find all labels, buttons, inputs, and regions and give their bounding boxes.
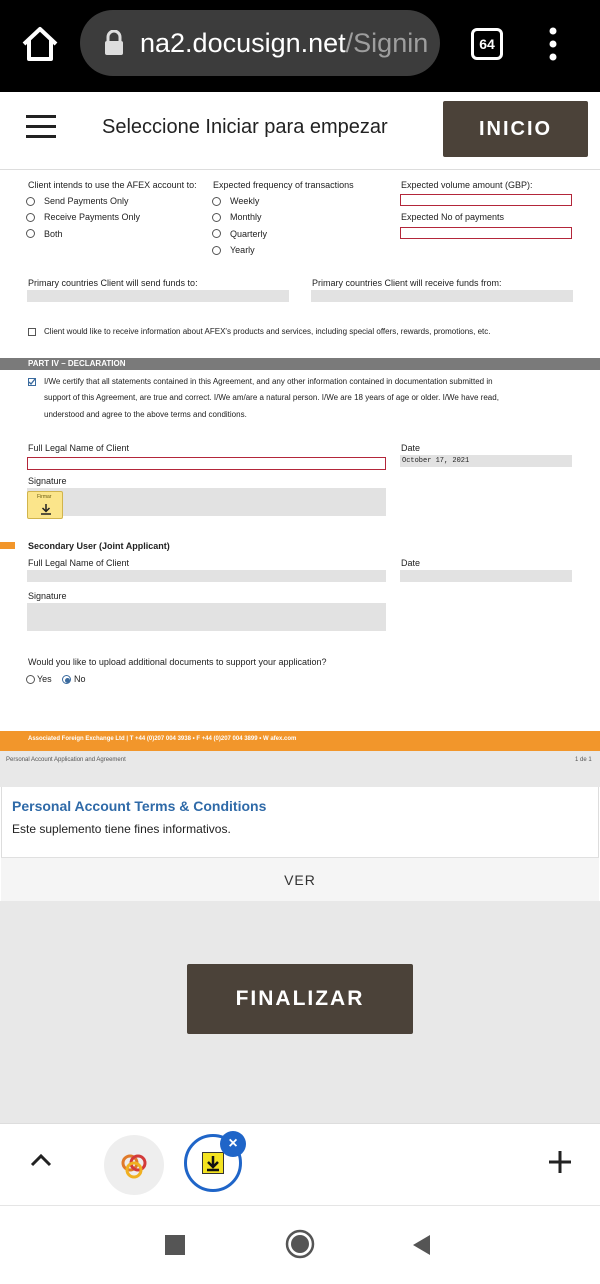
finish-button[interactable]: FINALIZAR xyxy=(187,964,413,1034)
date-label: Date xyxy=(401,443,421,453)
bubble-bar xyxy=(0,1123,600,1205)
radio-receive-payments[interactable] xyxy=(26,213,35,222)
radio-monthly[interactable] xyxy=(212,213,221,222)
home-icon[interactable] xyxy=(18,24,62,64)
secondary-name-label: Full Legal Name of Client xyxy=(28,558,130,568)
app-bubble[interactable] xyxy=(104,1135,164,1195)
home-circle-icon[interactable] xyxy=(285,1229,315,1259)
option-quarterly: Quarterly xyxy=(230,229,268,239)
signature-label: Signature xyxy=(28,476,67,486)
upload-no-label: No xyxy=(74,674,86,684)
radio-both[interactable] xyxy=(26,229,35,238)
option-receive-payments: Receive Payments Only xyxy=(44,212,141,222)
page-counter: 1 de 1 xyxy=(575,757,592,763)
payments-input[interactable] xyxy=(400,227,572,239)
app-logo-icon xyxy=(104,1135,164,1195)
full-name-input[interactable] xyxy=(27,457,386,470)
check-icon xyxy=(28,378,36,386)
supplement-title[interactable]: Personal Account Terms & Conditions xyxy=(12,798,267,814)
document-footer-title: Personal Account Application and Agreement xyxy=(6,757,126,763)
send-countries-field[interactable] xyxy=(27,290,289,302)
radio-upload-no[interactable] xyxy=(62,675,71,684)
part4-title: PART IV – DECLARATION xyxy=(28,359,126,368)
declaration-line2: support of this Agreement, are true and correct. I/We am/are a natural person. I/We are 18 years of age or older. I/We have read, xyxy=(44,393,499,402)
start-button[interactable]: INICIO xyxy=(443,101,588,157)
volume-input[interactable] xyxy=(400,194,572,206)
secondary-date-label: Date xyxy=(401,558,421,568)
send-countries-label: Primary countries Client will send funds to: xyxy=(28,278,198,288)
sign-tag-label: Firmar xyxy=(37,494,52,500)
radio-weekly[interactable] xyxy=(212,197,221,206)
declaration-line1: I/We certify that all statements contained in this Agreement, and any other information contained in documentation submitted in xyxy=(44,377,493,386)
hamburger-menu-icon[interactable] xyxy=(26,115,56,141)
secondary-date-field xyxy=(400,570,572,582)
lock-icon xyxy=(104,30,124,56)
supplement-description: Este suplemento tiene fines informativos. xyxy=(12,822,231,836)
chevron-up-icon[interactable] xyxy=(30,1152,52,1168)
full-name-label: Full Legal Name of Client xyxy=(28,443,130,453)
tab-switcher-button[interactable]: 64 xyxy=(471,28,503,60)
radio-send-payments[interactable] xyxy=(26,197,35,206)
receive-countries-label: Primary countries Client will receive funds from: xyxy=(312,278,502,288)
view-button[interactable]: VER xyxy=(1,857,599,901)
back-icon[interactable] xyxy=(410,1233,432,1257)
option-weekly: Weekly xyxy=(230,196,260,206)
receive-countries-field[interactable] xyxy=(311,290,573,302)
declaration-line3: understood and agree to the above terms and conditions. xyxy=(44,410,247,419)
option-yearly: Yearly xyxy=(230,245,255,255)
marketing-consent-label: Client would like to receive information about AFEX's products and services, including special offers, rewards, promotions, etc. xyxy=(44,327,491,336)
payments-label: Expected No of payments xyxy=(401,212,505,222)
signature-field[interactable] xyxy=(27,488,386,516)
date-value: October 17, 2021 xyxy=(402,457,470,465)
option-monthly: Monthly xyxy=(230,212,262,222)
secondary-name-field[interactable] xyxy=(27,570,386,582)
plus-icon[interactable] xyxy=(546,1148,574,1176)
more-menu-icon[interactable] xyxy=(546,26,560,62)
afex-footer-text: Associated Foreign Exchange Ltd | T +44 (0)207 004 3938 • F +44 (0)207 004 3899 • W afex.com xyxy=(28,736,297,742)
frequency-label: Expected frequency of transactions xyxy=(213,180,354,190)
radio-quarterly[interactable] xyxy=(212,229,221,238)
secondary-signature-label: Signature xyxy=(28,591,67,601)
upload-yes-label: Yes xyxy=(37,674,52,684)
radio-upload-yes[interactable] xyxy=(26,675,35,684)
download-arrow-icon xyxy=(40,503,52,515)
url-text[interactable]: na2.docusign.net/Signin xyxy=(140,28,429,58)
download-icon xyxy=(202,1152,224,1174)
header-instruction: Seleccione Iniciar para empezar xyxy=(102,116,388,138)
section-marker xyxy=(0,542,15,549)
radio-yearly[interactable] xyxy=(212,246,221,255)
secondary-user-title: Secondary User (Joint Applicant) xyxy=(28,541,170,551)
upload-question: Would you like to upload additional documents to support your application? xyxy=(28,657,327,667)
close-icon[interactable]: × xyxy=(220,1131,246,1157)
account-use-label: Client intends to use the AFEX account to: xyxy=(28,180,197,190)
recents-icon[interactable] xyxy=(165,1235,185,1255)
sign-here-tag[interactable] xyxy=(27,491,63,519)
option-both: Both xyxy=(44,229,63,239)
secondary-signature-field[interactable] xyxy=(27,603,386,631)
option-send-payments: Send Payments Only xyxy=(44,196,129,206)
volume-label: Expected volume amount (GBP): xyxy=(401,180,533,190)
declaration-checkbox[interactable] xyxy=(28,378,36,386)
marketing-consent-checkbox[interactable] xyxy=(28,328,36,336)
